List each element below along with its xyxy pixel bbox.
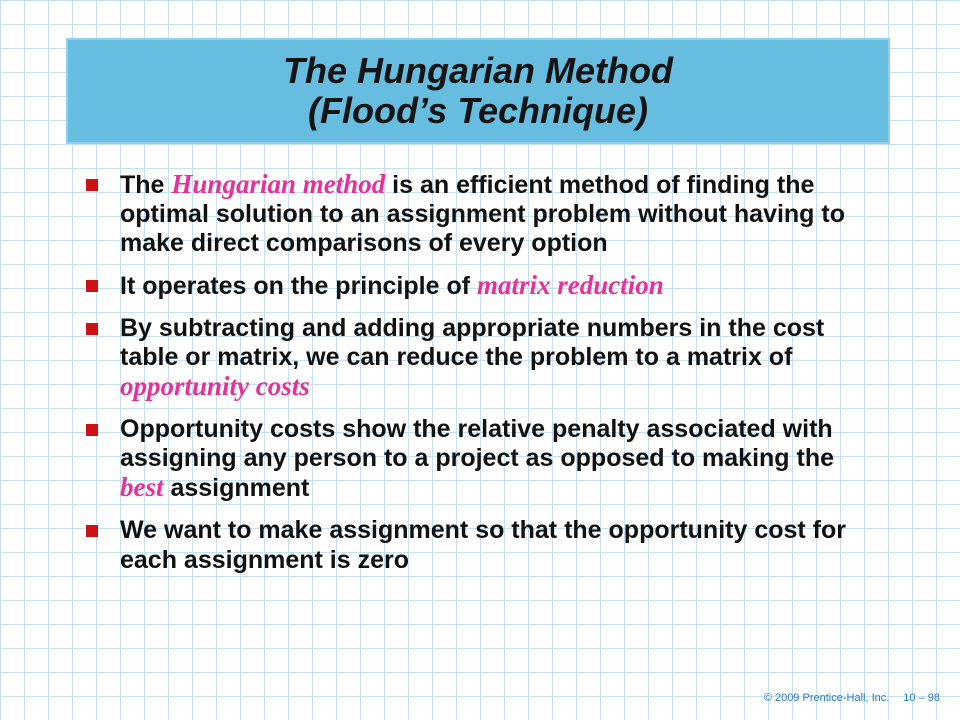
title-line-1: The Hungarian Method <box>283 50 673 91</box>
bullet-square-icon <box>86 179 98 191</box>
bullet-square-icon <box>86 424 98 436</box>
bullet-text: is an efficient method of finding the optimal solution to an assignment problem without having to make direct comparisons of every option <box>120 171 845 257</box>
bullet-text: By subtracting and adding appropriate numbers in the cost table or matrix, we can reduce the problem to a matrix of <box>120 314 825 371</box>
bullet-square-icon <box>86 525 98 537</box>
page-number: 10 – 98 <box>903 692 940 704</box>
bullet-item-4 <box>84 415 874 503</box>
slide-footer <box>764 692 940 704</box>
title-banner <box>66 38 890 144</box>
title-line-2: (Flood’s Technique) <box>308 90 648 131</box>
bullet-list <box>84 170 874 575</box>
bullet-square-icon <box>86 280 98 292</box>
highlight-term: Hungarian method <box>171 169 386 199</box>
highlight-term: opportunity costs <box>120 371 310 401</box>
highlight-term: matrix reduction <box>476 270 664 300</box>
copyright-text: © 2009 Prentice-Hall, Inc. <box>763 692 890 704</box>
bullet-text: We want to make assignment so that the opportunity cost for each assignment is zero <box>120 516 847 574</box>
bullet-text: The <box>120 171 172 199</box>
bullet-square-icon <box>86 323 98 335</box>
bullet-item-2 <box>84 271 874 301</box>
bullet-text: assignment <box>163 474 310 502</box>
bullet-item-3 <box>84 314 874 402</box>
bullet-item-5 <box>84 516 874 575</box>
bullet-text: It operates on the principle of <box>120 272 477 300</box>
bullet-item-1 <box>84 170 874 258</box>
highlight-term: best <box>120 472 164 502</box>
bullet-text: Opportunity costs show the relative penalty associated with assigning any person to a project as opposed to making the <box>120 415 835 472</box>
